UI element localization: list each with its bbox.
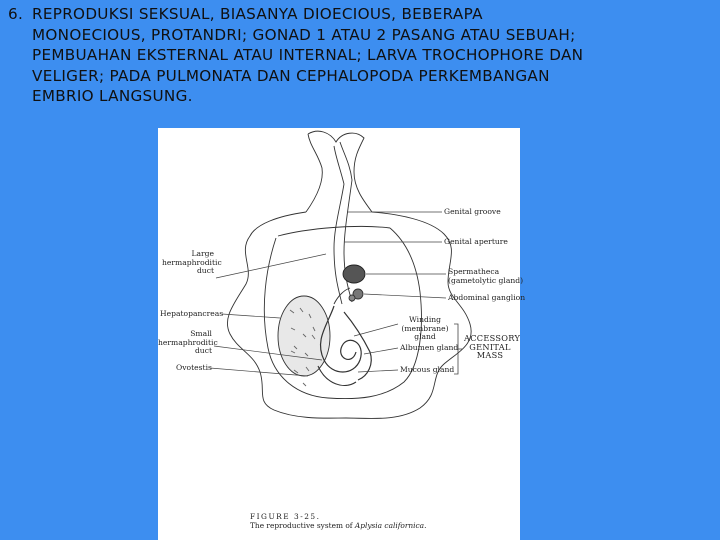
aplysia-reproductive-figure [158,128,526,540]
label-small-hermaphroditic-duct [158,329,218,356]
caption-text [250,521,426,530]
label-line: (membrane) [401,323,449,333]
label-winding-gland [400,316,450,342]
caption-body: The reproductive system of [250,521,355,530]
label-accessory-genital-mass [464,333,521,361]
label-ovotestis: Ovotestis [176,363,212,372]
label-line: duct [194,346,212,356]
heading-line-5: EMBRIO LANGSUNG. [32,87,193,106]
label-line: ACCESSORY [464,333,521,343]
label-albumen-gland: Albumen gland [400,343,459,352]
label-line: duct [196,266,214,276]
label-line: GENITAL [469,341,511,352]
label-line: hermaphroditic [158,337,218,347]
caption-species: Aplysia californica. [354,521,427,530]
label-line: (gametolytic gland) [448,275,524,285]
label-abdominal-ganglion: Abdominal ganglion [448,293,526,302]
label-line: hermaphroditic [162,257,222,267]
label-genital-groove: Genital groove [444,207,501,216]
label-mucous-gland: Mucous gland [400,365,455,374]
label-line: Spermatheca [448,267,500,276]
label-line: MASS [476,350,504,361]
label-spermatheca [448,268,523,285]
label-genital-aperture: Genital aperture [444,237,508,246]
item-number: 6. [8,5,24,23]
label-line: gland [414,332,436,342]
slide-heading [8,4,714,107]
label-line: Small [190,329,212,338]
label-large-hermaphroditic-duct [162,249,222,276]
heading-line-3: PEMBUAHAN EKSTERNAL ATAU INTERNAL; LARVA TROCHOPHORE DAN [32,46,584,65]
heading-line-1: REPRODUKSI SEKSUAL, BIASANYA DIOECIOUS, BEBERAPA [32,5,483,23]
figure-number: FIGURE 3-25. [250,512,321,521]
heading-line-4: VELIGER; PADA PULMONATA DAN CEPHALOPODA PERKEMBANGAN [32,66,550,85]
label-hepatopancreas: Hepatopancreas [160,309,224,318]
heading-line-2: MONOECIOUS, PROTANDRI; GONAD 1 ATAU 2 PASANG ATAU SEBUAH; [32,25,576,44]
figure-caption [250,512,426,530]
label-line: Winding [408,315,442,324]
label-line: Large [191,249,214,258]
